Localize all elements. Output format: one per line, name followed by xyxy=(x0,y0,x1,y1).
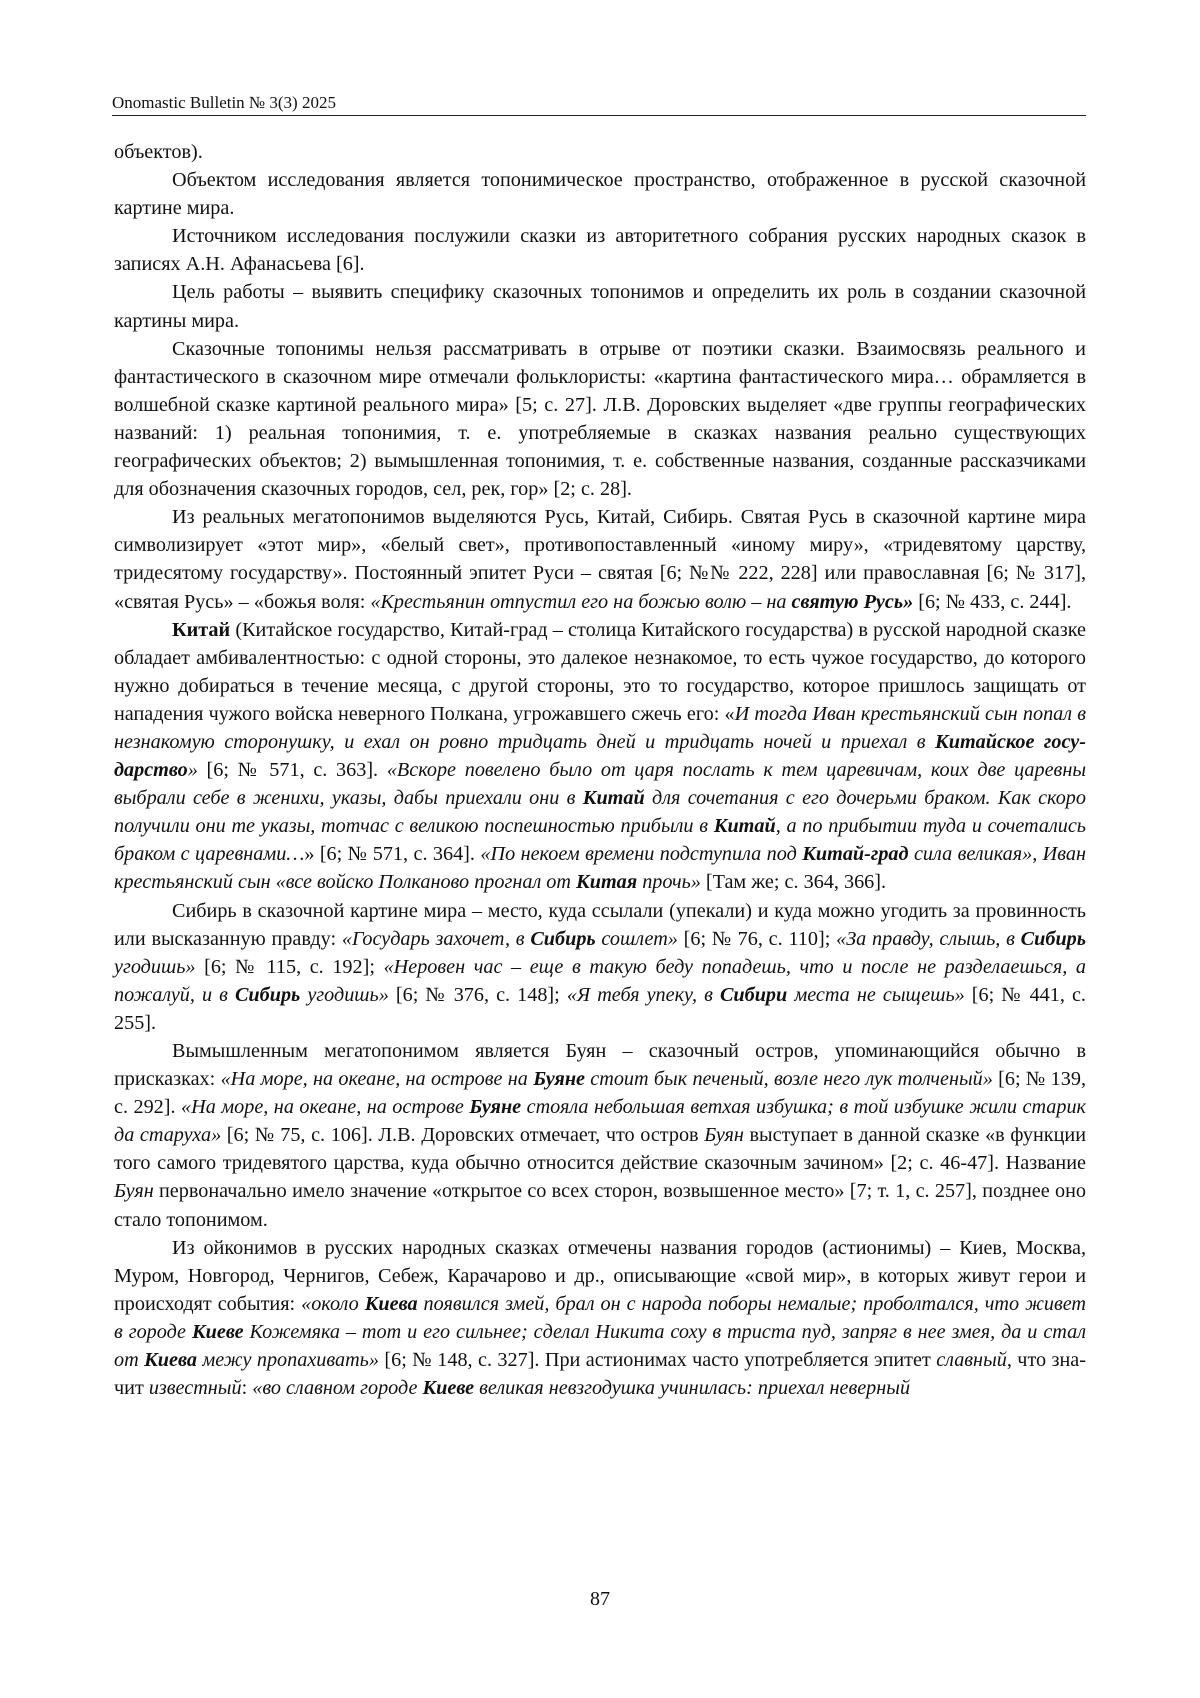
text-run: [6; № 115, с. 192]; xyxy=(195,955,384,978)
text-run: [6; № 571, с. 363]. xyxy=(197,759,387,782)
text-run: , а по прибытии туда и сочетались браком с царевнами… xyxy=(114,815,1086,866)
text-run: , что значит xyxy=(114,1349,1086,1400)
text-run: » xyxy=(187,759,198,782)
text-run: Объектом исследования является топонимическое пространство, отображенное в русской сказочной картине мира. xyxy=(114,169,1086,220)
text-run: Китай xyxy=(582,787,645,810)
text-run: сошлет» xyxy=(595,927,678,950)
text-run: [Там же; с. 364, 366]. xyxy=(700,871,887,894)
text-run: «Вскоре повелено было от царя послать к тем царевичам, коих две царевны выбрали себе в женихи, указы, дабы приехали они в xyxy=(114,759,1087,810)
text-run: «Государь захочет, в xyxy=(341,927,531,950)
paragraph xyxy=(114,503,1086,615)
text-run: Киева xyxy=(144,1349,197,1372)
text-run: сила великая», Иван крестьянский сын «все войско Полканово прогнал от xyxy=(114,843,1086,894)
paragraph xyxy=(114,166,1086,222)
paragraph xyxy=(114,335,1086,504)
text-run: межу пропахивать» xyxy=(196,1349,379,1372)
text-run: «На море, на океане, на острове xyxy=(181,1096,470,1119)
text-run: великая невзгодушка учинилась: приехал неверный xyxy=(474,1377,911,1400)
paragraph xyxy=(114,138,1086,166)
text-run: «По некоем времени подступила под xyxy=(480,843,803,866)
text-run: Буяне xyxy=(533,1068,585,1091)
text-run: Сибирь xyxy=(1020,927,1086,950)
text-run: Киеве xyxy=(191,1320,244,1343)
text-run: Сибирь в сказочной картине мира – место, куда ссылали (упекали) и куда можно угодить за провинность или высказанную правду: xyxy=(114,899,1086,950)
text-run: «Крестьянин отпустил его на божью волю – на xyxy=(370,590,792,613)
paragraph xyxy=(114,897,1086,1037)
text-run: появился змей, брал он с народа поборы немалые; проболтался, что живет в городе xyxy=(114,1292,1086,1343)
text-run: Сибирь xyxy=(234,983,301,1006)
text-run: прочь» xyxy=(637,871,701,894)
text-run: Из реальных мегатопонимов выделяются Русь, Китай, Сибирь. Святая Русь в сказочной картине мира символизирует «этот мир», «белый свет», противопоставленный «иному миру», «тридевятому царству, тридесятому государству». Постоянный эпитет Руси – святая [6; №№ 222, 228] или православная [6; № 317], «святая Русь» – «божья воля: xyxy=(114,506,1086,613)
text-run: [6; № 441, с. 255]. xyxy=(114,983,1086,1034)
text-run: угодишь» xyxy=(300,983,389,1006)
paragraph xyxy=(114,1234,1086,1403)
text-run: И тогда Иван крестьянский сын попал в незнакомую сторонушку, и ехал он ровно тридцать дней и тридцать ночей и приехал в xyxy=(114,702,1087,753)
text-run: «На море, на океане, на острове на xyxy=(220,1068,534,1091)
text-run: известный xyxy=(148,1377,242,1400)
text-run: «Неровен час – еще в такую беду попадешь, что и после не разделаешься, а пожалуй, и в xyxy=(114,955,1086,1006)
page-number: 87 xyxy=(590,1588,610,1610)
text-run: «За правду, слышь, в xyxy=(836,927,1021,950)
text-run: Буяне xyxy=(469,1096,522,1119)
text-run: первоначально имело значение «открытое со всех сторон, возвышенное место» [7; т. 1, с. 257], позднее оно стало топонимом. xyxy=(114,1180,1086,1231)
paragraph xyxy=(114,278,1086,334)
text-run: выступает в данной сказке «в функции того самого тридевятого царства, куда обычно относится действие сказочным зачином» [2; с. 46-47]. Название xyxy=(114,1124,1087,1175)
paragraph xyxy=(114,222,1086,278)
text-run: [6; № 75, с. 106]. Л.В. Доровских отмечает, что остров xyxy=(221,1124,705,1147)
text-run: для сочетания с его дочерьми браком. Как скоро получили они те указы, тотчас с великою поспешностью прибыли в xyxy=(114,787,1086,838)
text-run: [6; № 76, с. 110]; xyxy=(677,927,837,950)
text-run: Из ойконимов в русских народных сказках отмечены названия городов (астионимы) – Киев, Москва, Муром, Новгород, Чернигов, Себеж, Карачарово и др., описывающие «свой мир», в которых живут герои и происходят события: xyxy=(114,1236,1086,1315)
text-run: (Китайское государство, Китай-град – столица Китайского государства) в русской народной сказке обладает амбивалентностью: с одной стороны, это далекое незнакомое, то есть чужое государство, до которого нужно добираться в течение месяца, с другой стороны, это то государство, которое пришлось защищать от нападения чужого войска неверного Полкана, угрожавшего сжечь его: « xyxy=(114,618,1086,725)
text-run: [6; № 433, с. 244]. xyxy=(913,590,1072,613)
text-run: славный xyxy=(936,1349,1007,1372)
text-run: Источником исследования послужили сказки из авторитетного собрания русских народных сказок в записях А.Н. Афанасьева [6]. xyxy=(114,225,1086,276)
text-run: угодишь» xyxy=(114,955,196,978)
article-body xyxy=(114,138,1086,1402)
text-run: «около xyxy=(301,1292,365,1315)
text-run: Сибирь xyxy=(530,927,596,950)
text-run: Киеве xyxy=(422,1377,475,1400)
text-run: Сибири xyxy=(719,983,788,1006)
text-run: Буян xyxy=(704,1124,744,1147)
text-run: [6; № 148, с. 327]. При астионимах часто употребляется эпитет xyxy=(378,1349,937,1372)
text-run: Китай xyxy=(172,618,231,641)
text-run: : xyxy=(241,1377,253,1400)
text-run: Китайское государство xyxy=(114,730,1086,782)
text-run: «во славном городе xyxy=(252,1377,423,1400)
text-run: Вымышленным мегатопонимом является Буян – сказочный остров, упоминающийся обычно в присказках: xyxy=(114,1040,1086,1091)
text-run: Буян xyxy=(114,1180,154,1203)
running-header: Onomastic Bulletin № 3(3) 2025 xyxy=(112,92,1086,116)
text-run: объектов). xyxy=(114,141,203,163)
text-run: стоит бык печеный, возле него лук толченый» xyxy=(585,1068,993,1091)
paragraph xyxy=(114,616,1086,897)
text-run: места не сыщешь» xyxy=(787,983,965,1006)
text-run: Киева xyxy=(364,1292,418,1315)
text-run: «Я тебя упеку, в xyxy=(566,983,720,1006)
text-run: Китай-град xyxy=(802,843,909,866)
text-run: » [6; № 571, с. 364]. xyxy=(304,843,481,866)
text-run: Цель работы – выявить специфику сказочных топонимов и определить их роль в создании сказочной картины мира. xyxy=(114,281,1086,332)
text-run: [6; № 376, с. 148]; xyxy=(388,983,567,1006)
text-run: Кожемяка – тот и его сильнее; сделал Никита соху в триста пуд, запряг в нее змея, да и стал от xyxy=(114,1320,1087,1372)
paragraph xyxy=(114,1037,1086,1234)
text-run: Сказочные топонимы нельзя рассматривать в отрыве от поэтики сказки. Взаимосвязь реального и фантастического в сказочном мире отмечали фольклористы: «картина фантастического мира… обрамляется в волшебной сказке картиной реального мира» [5; с. 27]. Л.В. Доровских выделяет «две группы географических названий: 1) реальная топонимия, т. е. употребляемые в сказках названия реально существующих географических объектов; 2) вымышленная топонимия, т. е. собственные названия, созданные рассказчиками для обозначения сказочных городов, сел, рек, гор» [2; с. 28]. xyxy=(114,337,1086,501)
text-run: [6; № 139, с. 292]. xyxy=(114,1068,1087,1119)
text-run: Китай xyxy=(713,815,776,838)
text-run: святую Русь» xyxy=(791,590,914,613)
text-run: Китая xyxy=(576,871,638,894)
text-run: стояла небольшая ветхая избушка; в той избушке жили старик да старуха» xyxy=(114,1096,1086,1147)
